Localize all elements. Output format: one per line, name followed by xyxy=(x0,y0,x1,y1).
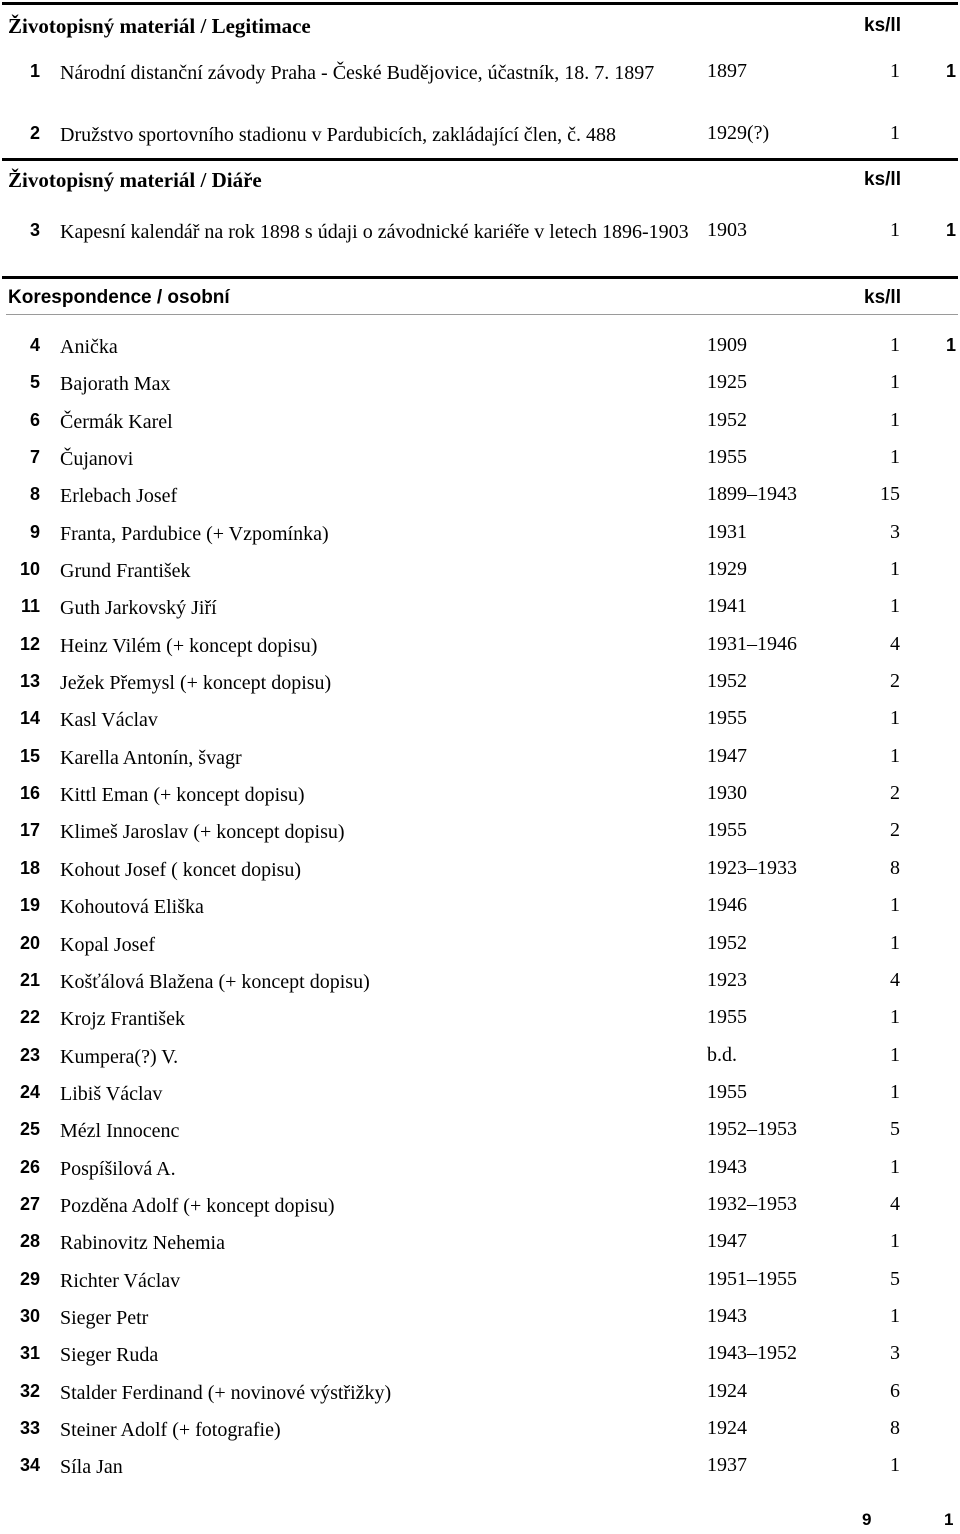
row-count: 15 xyxy=(880,483,900,506)
row-number: 27 xyxy=(19,1193,40,1214)
table-row xyxy=(0,1337,960,1374)
table-row xyxy=(0,404,960,441)
row-description: Heinz Vilém (+ koncept dopisu) xyxy=(60,634,318,657)
row-date: 1929 xyxy=(707,558,747,581)
row-count: 4 xyxy=(890,968,900,991)
row-description: Kumpera(?) V. xyxy=(60,1045,179,1068)
row-number: 20 xyxy=(19,932,40,953)
row-date: 1946 xyxy=(707,894,747,917)
section-header xyxy=(0,276,960,314)
row-number: 26 xyxy=(19,1156,40,1177)
row-date: 1931–1946 xyxy=(707,632,797,655)
table-row xyxy=(0,117,960,154)
row-count: 3 xyxy=(890,1342,900,1365)
row-description: Rabinovitz Nehemia xyxy=(60,1232,225,1255)
row-box-mark: 1 xyxy=(945,61,956,81)
table-row xyxy=(0,1113,960,1150)
row-number: 16 xyxy=(19,783,40,804)
row-number: 2 xyxy=(29,123,40,143)
row-count: 1 xyxy=(890,408,900,431)
table-row xyxy=(0,214,960,276)
row-description: Kohout Josef ( koncet dopisu) xyxy=(60,858,302,881)
page-number: 9 xyxy=(862,1510,872,1529)
row-description: Kapesní kalendář na rok 1898 s údaji o závodnické kariéře v letech 1896-1903 xyxy=(60,221,689,243)
row-date: 1955 xyxy=(707,819,747,842)
section-rule xyxy=(2,158,958,161)
table-row xyxy=(0,1076,960,1113)
row-description: Grund František xyxy=(60,560,191,583)
row-number: 28 xyxy=(19,1231,40,1252)
row-description: Sieger Ruda xyxy=(60,1344,159,1367)
row-number: 1 xyxy=(29,61,40,81)
row-number: 32 xyxy=(19,1380,40,1401)
section-diare xyxy=(0,158,960,276)
row-number: 15 xyxy=(19,745,40,766)
row-description: Anička xyxy=(60,336,118,358)
row-description: Karella Antonín, švagr xyxy=(60,746,242,769)
row-number: 33 xyxy=(19,1417,40,1438)
row-count: 1 xyxy=(890,558,900,581)
table-row xyxy=(0,1225,960,1262)
row-description: Pozděna Adolf (+ koncept dopisu) xyxy=(60,1194,335,1217)
table-row xyxy=(0,1039,960,1076)
row-date: 1943 xyxy=(707,1155,747,1178)
table-row xyxy=(0,1263,960,1300)
table-row xyxy=(0,1188,960,1225)
row-description: Klimeš Jaroslav (+ koncept dopisu) xyxy=(60,821,345,844)
table-row xyxy=(0,740,960,777)
row-description: Družstvo sportovního stadionu v Pardubicích, zakládající člen, č. 488 xyxy=(60,124,616,146)
row-number: 17 xyxy=(19,820,40,841)
row-count: 1 xyxy=(890,894,900,917)
row-date: 1937 xyxy=(707,1454,747,1477)
row-number: 14 xyxy=(19,708,40,729)
row-description: Mézl Innocenc xyxy=(60,1120,180,1143)
row-number: 5 xyxy=(29,372,40,393)
row-count: 3 xyxy=(890,520,900,543)
table-row xyxy=(0,366,960,403)
table-row xyxy=(0,441,960,478)
ks-column-header: ks/ll xyxy=(864,169,901,190)
table-row xyxy=(0,329,960,366)
section-header xyxy=(0,158,960,196)
row-description: Steiner Adolf (+ fotografie) xyxy=(60,1418,281,1441)
section-rule xyxy=(2,2,958,5)
section-legitimace xyxy=(0,4,960,154)
table-row xyxy=(0,478,960,515)
row-description: Sieger Petr xyxy=(60,1306,149,1329)
row-description: Krojz František xyxy=(60,1008,185,1031)
row-number: 3 xyxy=(29,220,40,240)
row-description: Ježek Přemysl (+ koncept dopisu) xyxy=(60,672,332,695)
row-number: 30 xyxy=(19,1305,40,1326)
row-number: 13 xyxy=(19,671,40,692)
table-row xyxy=(0,814,960,851)
row-description: Košťálová Blažena (+ koncept dopisu) xyxy=(60,970,370,993)
row-date: 1955 xyxy=(707,446,747,469)
row-count: 1 xyxy=(890,744,900,767)
table-row xyxy=(0,927,960,964)
row-date: 1941 xyxy=(707,595,747,618)
row-date: 1947 xyxy=(707,1230,747,1253)
row-count: 4 xyxy=(890,632,900,655)
row-number: 9 xyxy=(29,521,40,542)
row-count: 1 xyxy=(890,60,900,82)
row-date: 1903 xyxy=(707,219,747,241)
row-date: 1943–1952 xyxy=(707,1342,797,1365)
table-row xyxy=(0,852,960,889)
ks-column-header: ks/ll xyxy=(864,287,901,308)
row-count: 1 xyxy=(890,1006,900,1029)
table-row xyxy=(0,964,960,1001)
row-date: 1923 xyxy=(707,968,747,991)
row-date: 1909 xyxy=(707,334,747,356)
row-count: 2 xyxy=(890,782,900,805)
row-date: 1932–1953 xyxy=(707,1192,797,1215)
row-date: 1952 xyxy=(707,670,747,693)
row-number: 23 xyxy=(19,1044,40,1065)
row-count: 1 xyxy=(890,1230,900,1253)
row-number: 34 xyxy=(19,1455,40,1476)
row-number: 4 xyxy=(29,335,40,355)
row-count: 5 xyxy=(890,1118,900,1141)
row-description: Bajorath Max xyxy=(60,373,171,396)
table-row xyxy=(0,553,960,590)
row-date: 1930 xyxy=(707,782,747,805)
row-number: 10 xyxy=(19,559,40,580)
table-row xyxy=(0,1001,960,1038)
row-number: 8 xyxy=(29,484,40,505)
row-number: 31 xyxy=(19,1343,40,1364)
row-date: 1943 xyxy=(707,1304,747,1327)
row-count: 5 xyxy=(890,1267,900,1290)
table-row xyxy=(0,1300,960,1337)
row-number: 11 xyxy=(20,596,40,617)
row-description: Richter Václav xyxy=(60,1269,181,1292)
section-rows xyxy=(0,329,960,1487)
row-date: 1931 xyxy=(707,520,747,543)
row-description: Síla Jan xyxy=(60,1456,123,1479)
row-count: 8 xyxy=(890,856,900,879)
section-title: Životopisný materiál / Diáře xyxy=(8,168,262,192)
row-description: Čujanovi xyxy=(60,448,134,471)
row-date: 1947 xyxy=(707,744,747,767)
row-box-mark: 1 xyxy=(945,335,956,355)
row-date: 1924 xyxy=(707,1379,747,1402)
row-date: 1952–1953 xyxy=(707,1118,797,1141)
section-rule xyxy=(2,276,958,279)
row-description: Erlebach Josef xyxy=(60,485,178,508)
section-thin-rule xyxy=(6,314,958,315)
row-count: 1 xyxy=(890,122,900,144)
row-count: 1 xyxy=(890,1454,900,1477)
row-date: 1925 xyxy=(707,371,747,394)
row-count: 1 xyxy=(890,931,900,954)
row-count: 1 xyxy=(890,707,900,730)
row-date: 1923–1933 xyxy=(707,856,797,879)
table-row xyxy=(0,1375,960,1412)
row-description: Libiš Václav xyxy=(60,1082,163,1105)
table-row xyxy=(0,665,960,702)
row-description: Guth Jarkovský Jiří xyxy=(60,597,217,620)
row-number: 12 xyxy=(19,633,40,654)
row-number: 29 xyxy=(19,1268,40,1289)
row-count: 1 xyxy=(890,1304,900,1327)
row-description: Franta, Pardubice (+ Vzpomínka) xyxy=(60,522,329,545)
section-title: Životopisný materiál / Legitimace xyxy=(8,14,311,38)
table-row xyxy=(0,1151,960,1188)
row-number: 7 xyxy=(29,447,40,468)
row-number: 19 xyxy=(19,895,40,916)
row-count: 1 xyxy=(890,334,900,356)
ks-column-header: ks/ll xyxy=(864,15,901,36)
row-count: 1 xyxy=(890,1043,900,1066)
table-row xyxy=(0,889,960,926)
row-count: 1 xyxy=(890,1155,900,1178)
row-count: 1 xyxy=(890,595,900,618)
row-description: Kohoutová Eliška xyxy=(60,896,204,919)
row-date: 1955 xyxy=(707,1080,747,1103)
section-header xyxy=(0,4,960,42)
row-description: Čermák Karel xyxy=(60,410,173,433)
row-description: Kasl Václav xyxy=(60,709,158,732)
row-date: 1952 xyxy=(707,408,747,431)
section-title: Korespondence / osobní xyxy=(8,287,230,308)
row-description: Stalder Ferdinand (+ novinové výstřižky) xyxy=(60,1381,392,1404)
page-footer xyxy=(0,1510,960,1534)
row-description: Národní distanční závody Praha - České Budějovice, účastník, 18. 7. 1897 xyxy=(60,62,655,84)
row-number: 25 xyxy=(19,1119,40,1140)
row-date: 1955 xyxy=(707,1006,747,1029)
row-number: 18 xyxy=(19,857,40,878)
row-date: 1955 xyxy=(707,707,747,730)
row-count: 1 xyxy=(890,446,900,469)
row-count: 6 xyxy=(890,1379,900,1402)
row-count: 1 xyxy=(890,1080,900,1103)
row-date: 1924 xyxy=(707,1416,747,1439)
row-description: Pospíšilová A. xyxy=(60,1157,176,1180)
table-row xyxy=(0,628,960,665)
row-box-mark: 1 xyxy=(945,220,956,240)
table-row xyxy=(0,777,960,814)
row-description: Kittl Eman (+ koncept dopisu) xyxy=(60,784,305,807)
row-count: 8 xyxy=(890,1416,900,1439)
row-date: 1951–1955 xyxy=(707,1267,797,1290)
row-count: 1 xyxy=(890,219,900,241)
table-row xyxy=(0,1449,960,1486)
row-number: 6 xyxy=(29,409,40,430)
row-date: 1952 xyxy=(707,931,747,954)
table-row xyxy=(0,1412,960,1449)
table-row xyxy=(0,516,960,553)
row-number: 24 xyxy=(19,1081,40,1102)
row-description: Kopal Josef xyxy=(60,933,155,956)
row-count: 4 xyxy=(890,1192,900,1215)
row-date: 1929(?) xyxy=(707,122,770,144)
row-date: 1897 xyxy=(707,60,747,82)
row-count: 2 xyxy=(890,670,900,693)
section-korespondence xyxy=(0,276,960,1487)
box-number: 1 xyxy=(944,1510,954,1529)
table-row xyxy=(0,590,960,627)
section-rows xyxy=(0,55,960,154)
section-rows xyxy=(0,214,960,276)
table-row xyxy=(0,702,960,739)
row-count: 1 xyxy=(890,371,900,394)
row-date: b.d. xyxy=(707,1043,737,1066)
table-row xyxy=(0,55,960,117)
row-date: 1899–1943 xyxy=(707,483,797,506)
row-count: 2 xyxy=(890,819,900,842)
row-number: 22 xyxy=(19,1007,40,1028)
row-number: 21 xyxy=(19,969,40,990)
